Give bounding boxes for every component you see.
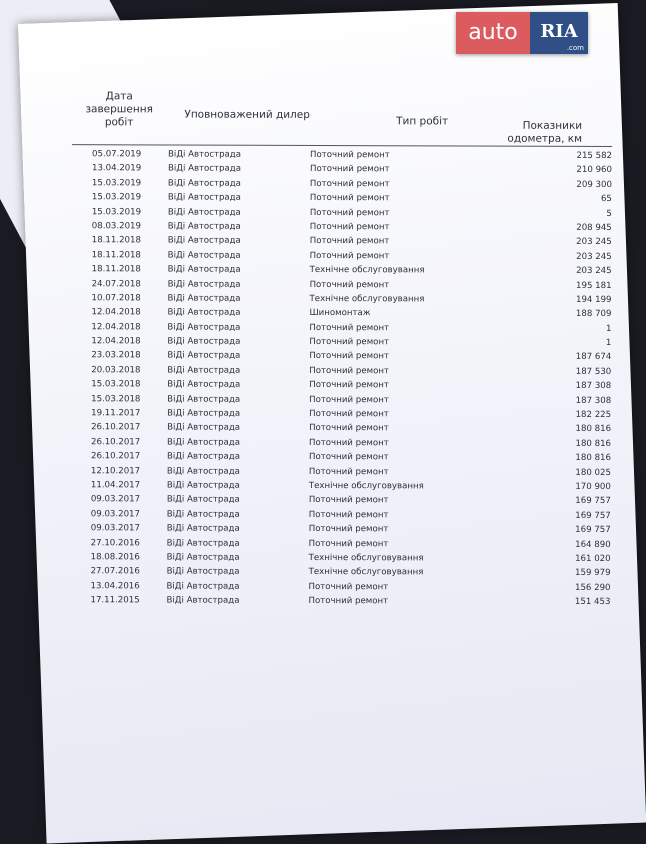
cell-work-type: Поточний ремонт xyxy=(308,538,389,549)
cell-date: 17.11.2015 xyxy=(90,595,140,606)
cell-dealer: ВіДі Автострада xyxy=(167,235,241,247)
cell-odometer: 203 245 xyxy=(576,266,612,277)
cell-date: 12.04.2018 xyxy=(91,321,141,333)
cell-odometer: 195 181 xyxy=(576,280,612,291)
cell-odometer: 1 xyxy=(605,338,612,349)
header-work-type: Тип робіт xyxy=(396,115,449,128)
cell-date: 12.04.2018 xyxy=(91,336,141,347)
cell-date: 24.07.2018 xyxy=(91,278,141,289)
cell-odometer: 159 979 xyxy=(575,568,611,579)
cell-dealer: ВіДі Автострада xyxy=(167,379,241,390)
cell-dealer: ВіДі Автострада xyxy=(167,422,241,434)
cell-odometer: 203 245 xyxy=(576,237,612,248)
auto-ria-logo xyxy=(456,12,588,54)
cell-work-type: Поточний ремонт xyxy=(309,279,390,290)
cell-date: 09.03.2017 xyxy=(90,494,141,505)
cell-odometer: 170 900 xyxy=(575,481,611,493)
cell-work-type: Поточний ремонт xyxy=(308,596,389,607)
cell-dealer: ВіДі Автострада xyxy=(166,581,240,592)
cell-odometer: 180 816 xyxy=(575,438,612,449)
cell-date: 26.10.2017 xyxy=(91,437,141,448)
cell-work-type: Поточний ремонт xyxy=(308,466,389,477)
cell-work-type: Технічне обслуговування xyxy=(308,567,424,578)
cell-dealer: ВіДі Автострада xyxy=(166,494,240,506)
cell-dealer: ВіДі Автострада xyxy=(166,509,240,520)
cell-work-type: Поточний ремонт xyxy=(308,581,389,592)
cell-dealer: ВіДі Автострада xyxy=(166,595,240,606)
cell-work-type: Поточний ремонт xyxy=(309,409,389,420)
cell-dealer: ВіДі Автострада xyxy=(167,250,241,261)
cell-work-type: Поточний ремонт xyxy=(309,380,389,391)
cell-dealer: ВіДі Автострада xyxy=(167,163,241,175)
cell-date: 11.04.2017 xyxy=(90,480,141,491)
cell-date: 12.10.2017 xyxy=(90,465,141,476)
cell-dealer: ВіДі Автострада xyxy=(167,264,241,275)
cell-work-type: Поточний ремонт xyxy=(308,509,389,521)
cell-odometer: 203 245 xyxy=(576,251,612,262)
cell-work-type: Поточний ремонт xyxy=(309,221,390,233)
header-odometer: Показники одометра, км xyxy=(507,119,583,145)
cell-odometer: 169 757 xyxy=(575,496,611,507)
cell-dealer: ВіДі Автострада xyxy=(167,408,241,419)
cell-date: 18.11.2018 xyxy=(91,235,141,246)
cell-date: 19.11.2017 xyxy=(91,408,141,419)
cell-odometer: 194 199 xyxy=(575,294,612,305)
cell-dealer: ВіДі Автострада xyxy=(166,451,240,462)
cell-odometer: 180 816 xyxy=(575,453,612,464)
cell-date: 27.07.2016 xyxy=(90,566,140,577)
cell-dealer: ВіДі Автострада xyxy=(166,466,240,477)
cell-date: 15.03.2019 xyxy=(91,206,142,217)
cell-odometer: 187 308 xyxy=(575,381,612,392)
cell-date: 15.03.2019 xyxy=(91,192,142,203)
cell-date: 09.03.2017 xyxy=(90,523,140,534)
header-date: Дата завершення робіт xyxy=(85,90,153,129)
cell-odometer: 209 300 xyxy=(576,179,612,190)
cell-odometer: 169 757 xyxy=(575,525,611,536)
logo-ria-text: RIA xyxy=(540,21,578,42)
cell-odometer: 151 453 xyxy=(574,597,611,608)
cell-odometer: 65 xyxy=(600,194,612,205)
cell-work-type: Шиномонтаж xyxy=(309,308,371,319)
service-history-table xyxy=(70,88,612,609)
cell-work-type: Поточний ремонт xyxy=(309,193,390,204)
cell-odometer: 182 225 xyxy=(575,409,612,421)
cell-dealer: ВіДі Автострада xyxy=(166,566,240,578)
cell-odometer: 187 530 xyxy=(575,366,612,377)
cell-dealer: ВіДі Автострада xyxy=(166,538,240,549)
cell-date: 05.07.2019 xyxy=(92,149,142,160)
cell-dealer: ВіДі Автострада xyxy=(167,437,241,448)
cell-dealer: ВіДі Автострада xyxy=(167,336,241,347)
cell-work-type: Поточний ремонт xyxy=(309,423,389,434)
cell-work-type: Поточний ремонт xyxy=(310,149,390,161)
cell-odometer: 188 709 xyxy=(575,309,612,320)
cell-date: 15.03.2018 xyxy=(91,393,141,405)
cell-date: 10.07.2018 xyxy=(91,293,141,304)
cell-odometer: 161 020 xyxy=(575,553,611,564)
service-history-sheet xyxy=(18,3,646,843)
cell-dealer: ВіДі Автострада xyxy=(167,221,241,232)
cell-work-type: Технічне обслуговування xyxy=(308,480,424,492)
cell-date: 26.10.2017 xyxy=(90,451,141,462)
cell-work-type: Поточний ремонт xyxy=(309,178,390,190)
cell-work-type: Поточний ремонт xyxy=(309,365,390,377)
cell-work-type: Поточний ремонт xyxy=(309,322,390,333)
cell-date: 26.10.2017 xyxy=(91,422,141,433)
cell-work-type: Поточний ремонт xyxy=(309,337,390,348)
cell-odometer: 164 890 xyxy=(575,539,611,550)
cell-date: 18.11.2018 xyxy=(91,249,141,261)
logo-auto-text: auto xyxy=(456,12,530,54)
logo-domain-text: .com xyxy=(566,44,584,52)
cell-date: 15.03.2018 xyxy=(91,379,141,390)
cell-date: 23.03.2018 xyxy=(91,350,141,361)
cell-odometer: 169 757 xyxy=(575,510,611,521)
table-body xyxy=(70,147,612,609)
cell-odometer: 180 025 xyxy=(575,467,611,478)
cell-date: 09.03.2017 xyxy=(90,508,141,520)
cell-odometer: 187 674 xyxy=(575,352,612,363)
cell-work-type: Поточний ремонт xyxy=(308,495,389,506)
cell-dealer: ВіДі Автострада xyxy=(167,192,241,203)
table-row xyxy=(70,593,610,609)
cell-odometer: 180 816 xyxy=(575,424,612,435)
cell-work-type: Поточний ремонт xyxy=(309,164,390,175)
cell-dealer: ВіДі Автострада xyxy=(167,207,241,218)
cell-date: 18.08.2016 xyxy=(90,552,140,563)
cell-dealer: ВіДі Автострада xyxy=(167,365,241,376)
cell-work-type: Технічне обслуговування xyxy=(309,293,425,305)
cell-odometer: 210 960 xyxy=(576,165,613,176)
cell-dealer: ВіДі Автострада xyxy=(167,394,241,405)
cell-dealer: ВіДі Автострада xyxy=(167,278,241,290)
cell-work-type: Поточний ремонт xyxy=(309,207,390,218)
cell-work-type: Поточний ремонт xyxy=(309,236,390,247)
cell-dealer: ВіДі Автострада xyxy=(167,350,241,362)
cell-dealer: ВіДі Автострада xyxy=(166,523,240,534)
cell-work-type: Технічне обслуговування xyxy=(309,265,425,276)
cell-work-type: Поточний ремонт xyxy=(309,250,390,261)
cell-date: 18.11.2018 xyxy=(91,264,141,275)
cell-odometer: 187 308 xyxy=(575,395,612,406)
logo-ria-part xyxy=(530,12,588,54)
cell-dealer: ВіДі Автострада xyxy=(168,149,242,160)
cell-date: 27.10.2016 xyxy=(90,537,140,548)
cell-dealer: ВіДі Автострада xyxy=(167,307,241,319)
cell-dealer: ВіДі Автострада xyxy=(166,480,240,491)
cell-dealer: ВіДі Автострада xyxy=(167,178,241,189)
cell-odometer: 208 945 xyxy=(576,222,612,233)
cell-date: 13.04.2019 xyxy=(91,163,142,174)
cell-date: 20.03.2018 xyxy=(91,365,141,376)
cell-dealer: ВіДі Автострада xyxy=(167,293,241,304)
cell-work-type: Поточний ремонт xyxy=(309,351,390,362)
cell-odometer: 156 290 xyxy=(574,582,611,593)
table-header xyxy=(72,88,612,145)
cell-work-type: Поточний ремонт xyxy=(309,437,389,449)
cell-dealer: ВіДі Автострада xyxy=(166,552,240,563)
cell-date: 13.04.2016 xyxy=(90,580,140,592)
cell-date: 15.03.2019 xyxy=(91,177,142,189)
cell-odometer: 1 xyxy=(605,323,612,334)
header-dealer: Уповноважений дилер xyxy=(184,108,310,121)
cell-date: 12.04.2018 xyxy=(91,307,141,318)
cell-odometer: 5 xyxy=(606,208,612,219)
cell-work-type: Поточний ремонт xyxy=(309,394,389,405)
cell-work-type: Поточний ремонт xyxy=(308,452,389,463)
cell-work-type: Технічне обслуговування xyxy=(308,552,424,564)
cell-dealer: ВіДі Автострада xyxy=(167,322,241,333)
cell-date: 08.03.2019 xyxy=(91,221,142,232)
cell-work-type: Поточний ремонт xyxy=(308,524,389,535)
cell-odometer: 215 582 xyxy=(576,150,613,162)
